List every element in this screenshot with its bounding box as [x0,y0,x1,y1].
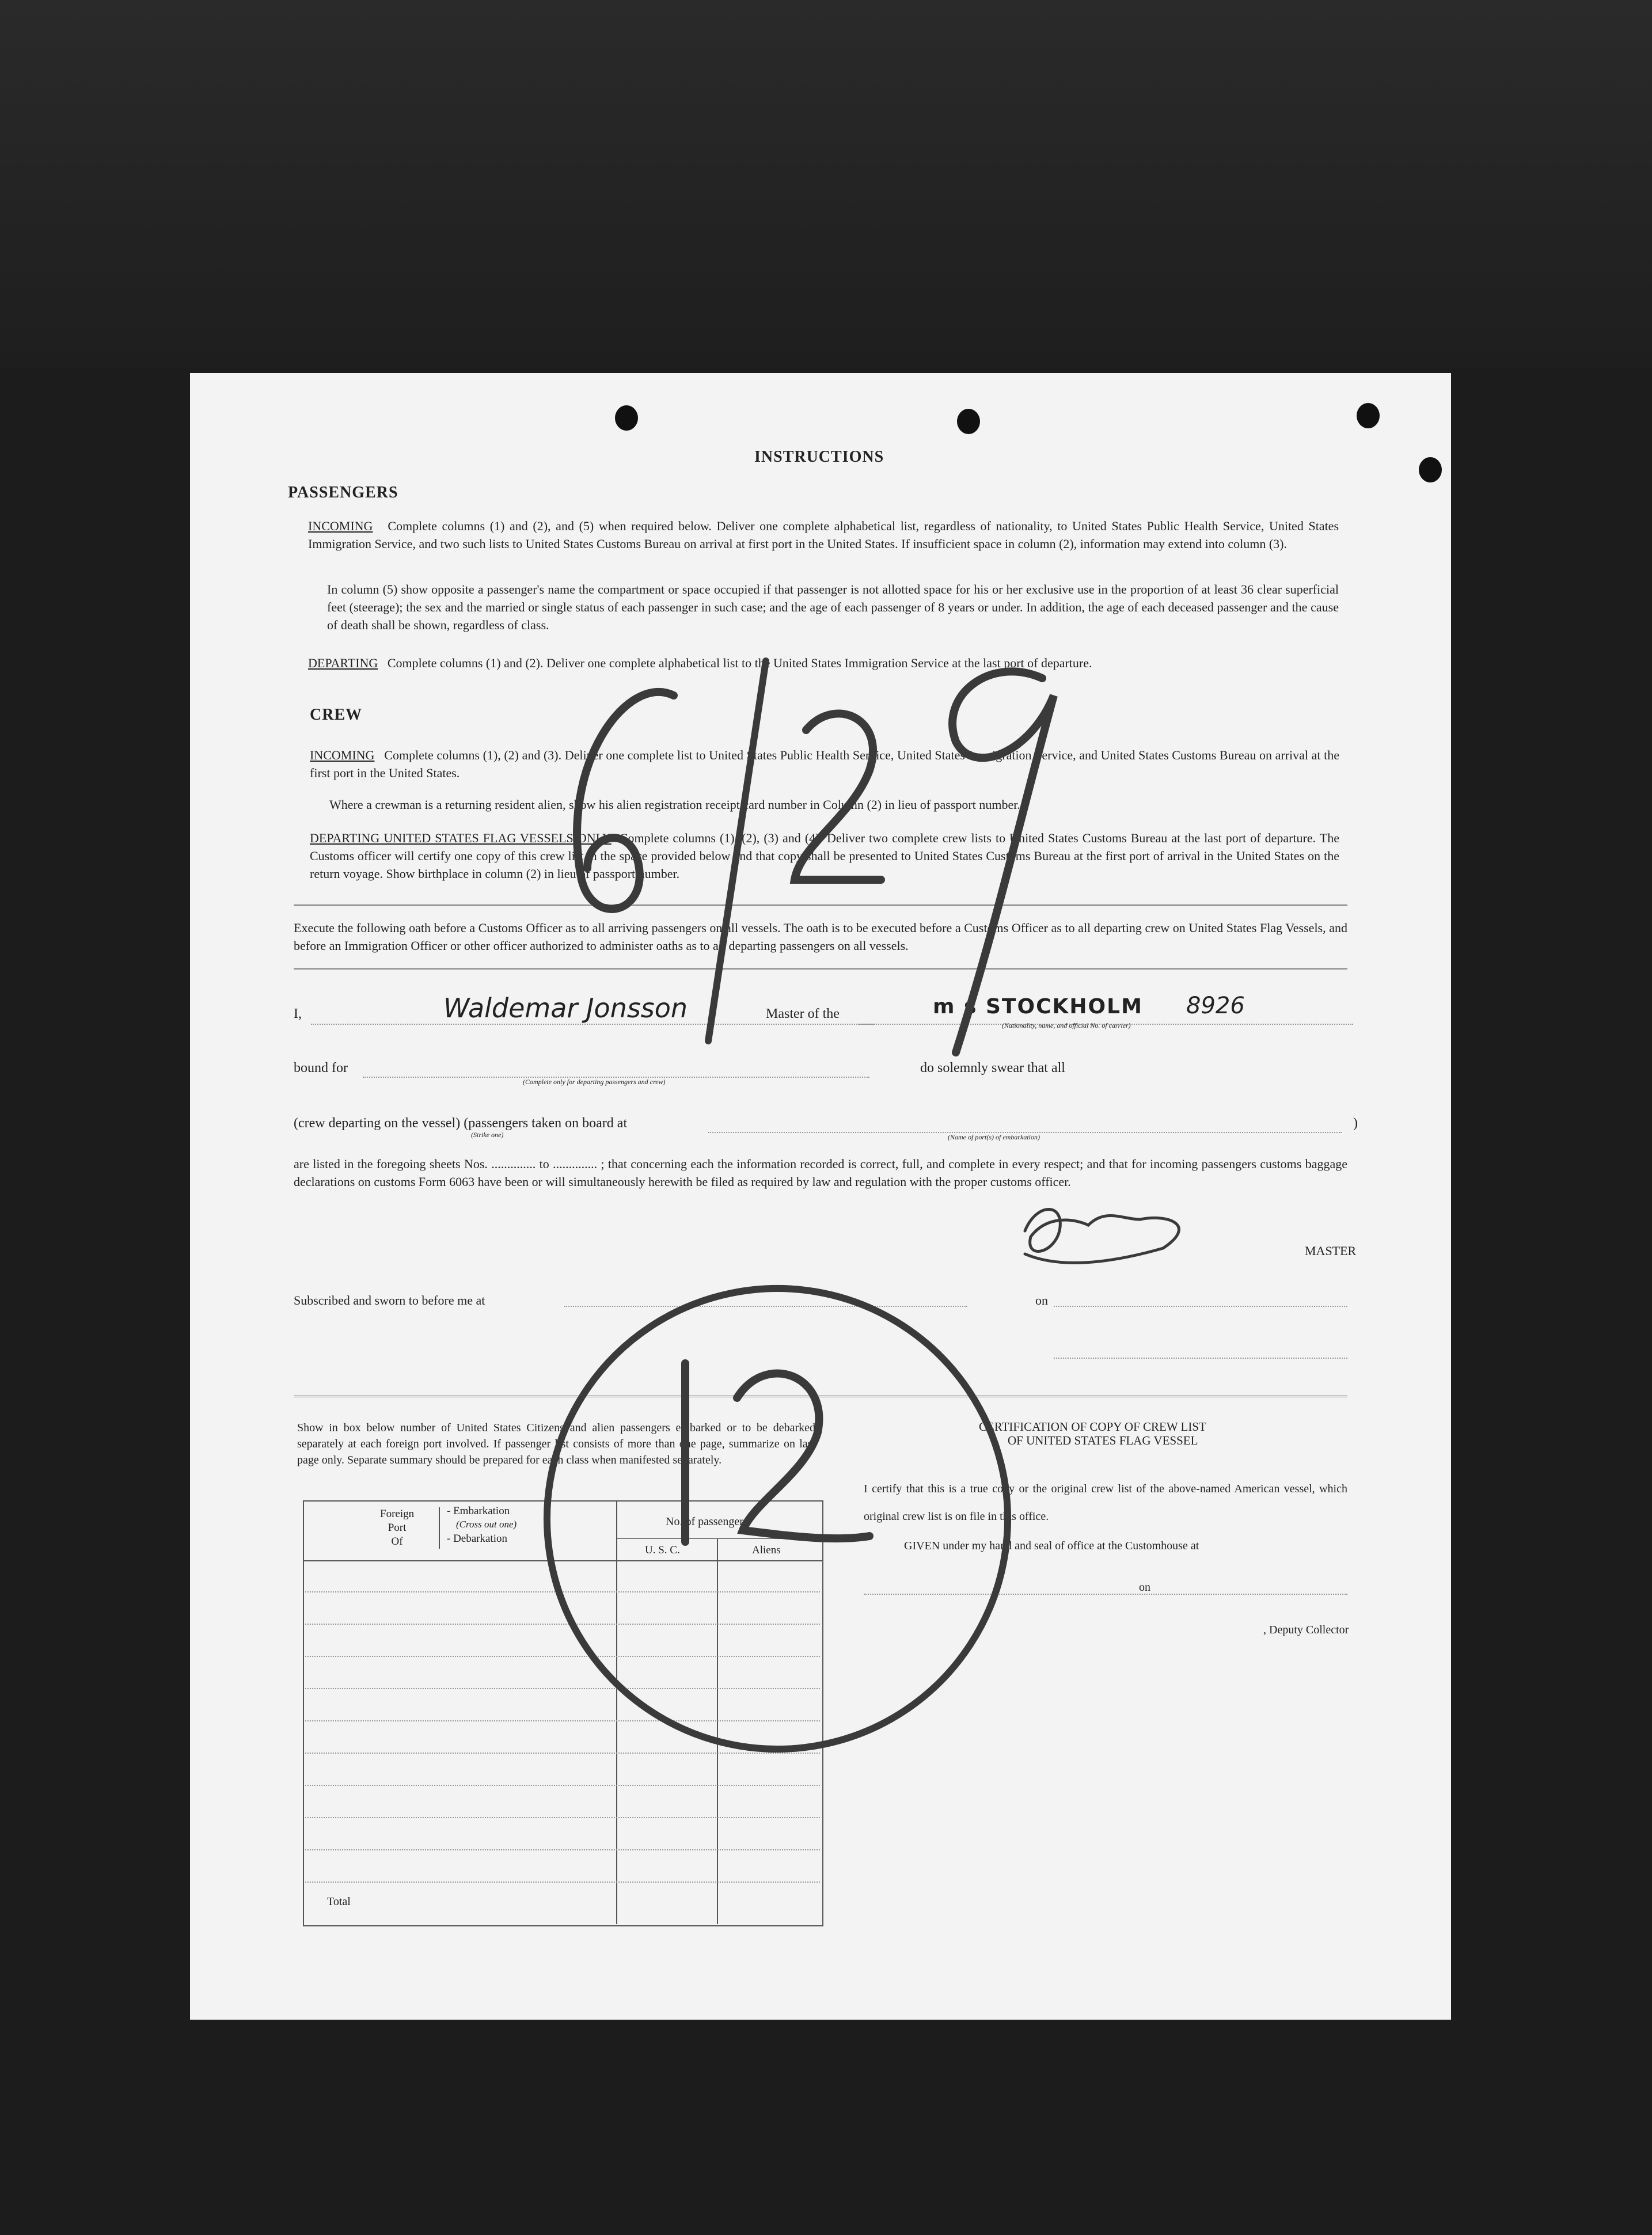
oath-instructions: Execute the following oath before a Customs Officer as to all arriving passengers on all vessels. The oath is to be executed before a Customs Officer as to all departing crew on United States Flag Vessels, and before an Immigration Officer or other officer authorized to administer oaths as to all departing passengers on all vessels. [294,921,1347,953]
fraction-mark-6 [577,692,674,909]
bound-for-label: bound for [294,1061,348,1075]
circle-mark [504,1246,1051,1792]
incoming-label: INCOMING [308,519,373,533]
bound-caption: (Complete only for departing passengers and crew) [523,1078,666,1086]
swear-text: do solemnly swear that all [920,1061,1065,1075]
crew-heading: CREW [310,706,363,724]
page-title: INSTRUCTIONS [754,448,884,466]
i-label: I, [294,1006,302,1021]
listed-paragraph: are listed in the foregoing sheets Nos. .............. to .............. ; that concerning each the information recorded is correct, full, and complete in every respect; and that for incoming passengers customs baggage declarations on customs Form 6063 have been or will simultaneously herewith be filed as required by law and regulation with the proper customs officer. [294,1157,1347,1189]
col-cross-out: (Cross out one) [456,1519,517,1530]
fraction-slash [708,661,766,1041]
crew-departing-oath-text: (crew departing on the vessel) (passengers taken on board at [294,1116,628,1131]
certification-heading-2: OF UNITED STATES FLAG VESSEL [1008,1434,1198,1447]
certification-heading-1: CERTIFICATION OF COPY OF CREW LIST [979,1420,1206,1434]
circled-2 [737,1373,869,1538]
resident-alien-paragraph: Where a crewman is a returning resident alien, show his alien registration receipt card number in Column (2) in lieu of passport number. [329,797,1020,812]
col-embarkation: - Embarkation [447,1505,510,1517]
fraction-mark-2 [795,713,881,880]
passengers-heading: PASSENGERS [288,484,398,501]
col-debarkation: - Debarkation [447,1533,507,1545]
col-no-passengers: No. of passengers [666,1515,748,1528]
crew-departing-text: Complete columns (1), (2), (3) and (4). Deliver two complete crew lists to United States Customs Bureau at the last port of departure. The Customs officer will certify one copy of this crew list in the space provided below and that copy shall be presented to United States Customs Bureau at the first port of arrival in the United States on the return voyage. Show birthplace in column (2) in lieu of passport number. [310,831,1339,881]
crew-departing-label: DEPARTING UNITED STATES FLAG VESSELS ONLY [310,831,612,845]
master-signature [1025,1210,1179,1263]
vessel-number-handwritten: 8926 [1186,993,1245,1019]
pencil-annotations [190,373,1451,2020]
close-paren: ) [1353,1116,1358,1131]
crew-incoming-label: INCOMING [310,748,375,762]
fraction-mark-9 [952,671,1054,1052]
crew-incoming-text: Complete columns (1), (2) and (3). Deliver one complete list to United States Public Health Service, United States Immigration Service, and United States Customs Bureau on arrival at the first port in the United States. [310,748,1339,780]
col-usc: U. S. C. [645,1544,680,1556]
cert-on-label: on [1139,1581,1150,1594]
col-foreign-port: Foreign Port Of [380,1508,415,1548]
on-label: on [1035,1293,1048,1307]
vessel-caption: (Nationality, name, and official No. of carrier) [1002,1021,1131,1029]
document-page [190,373,1451,2020]
given-text: GIVEN under my hand and seal of office at the Customhouse at [904,1540,1199,1552]
certify-paragraph: I certify that this is a true copy or the original crew list of the above-named American vessel, which original crew list is on file in this office. [864,1483,1347,1523]
strike-caption: (Strike one) [471,1131,504,1139]
port-caption: (Name of port(s) of embarkation) [948,1133,1040,1141]
departing-text: Complete columns (1) and (2). Deliver one complete alphabetical list to the United States Immigration Service at the last port of departure. [387,656,1092,670]
vessel-name-stamp: m s STOCKHOLM [933,995,1143,1018]
departing-label: DEPARTING [308,656,378,670]
incoming-text: Complete columns (1) and (2), and (5) when required below. Deliver one complete alphabetical list, regardless of nationality, to United States Public Health Service, United States Immigration Service, and two such lists to United States Customs Bureau on arrival at first port in the United States. If insufficient space in column (2), information may extend into column (3). [308,519,1339,551]
col-aliens: Aliens [752,1544,781,1556]
master-name-handwritten: Waldemar Jonsson [443,993,688,1024]
master-label: MASTER [1305,1244,1357,1258]
total-label: Total [327,1895,351,1908]
column5-paragraph: In column (5) show opposite a passenger's name the compartment or space occupied if that passenger is not allotted space for his or her exclusive use in the proportion of at least 36 clear superficial feet (steerage); the sex and the married or single status of each passenger in such case; and the age of each passenger of 8 years or under. In addition, the age of each deceased passenger and the cause of death shall be shown, regardless of class. [327,582,1339,632]
master-of-label: Master of the [766,1006,840,1021]
microfilm-border [0,0,1652,368]
summary-instructions: Show in box below number of United States Citizens and alien passengers embarked or to be debarked separately at each foreign port involved. If passenger list consists of more than one page, summarize on last page only. Separate summary should be prepared for each class when manifested separately. [297,1421,815,1466]
subscribed-text: Subscribed and sworn to before me at [294,1293,485,1307]
deputy-collector-label: , Deputy Collector [1263,1624,1349,1636]
